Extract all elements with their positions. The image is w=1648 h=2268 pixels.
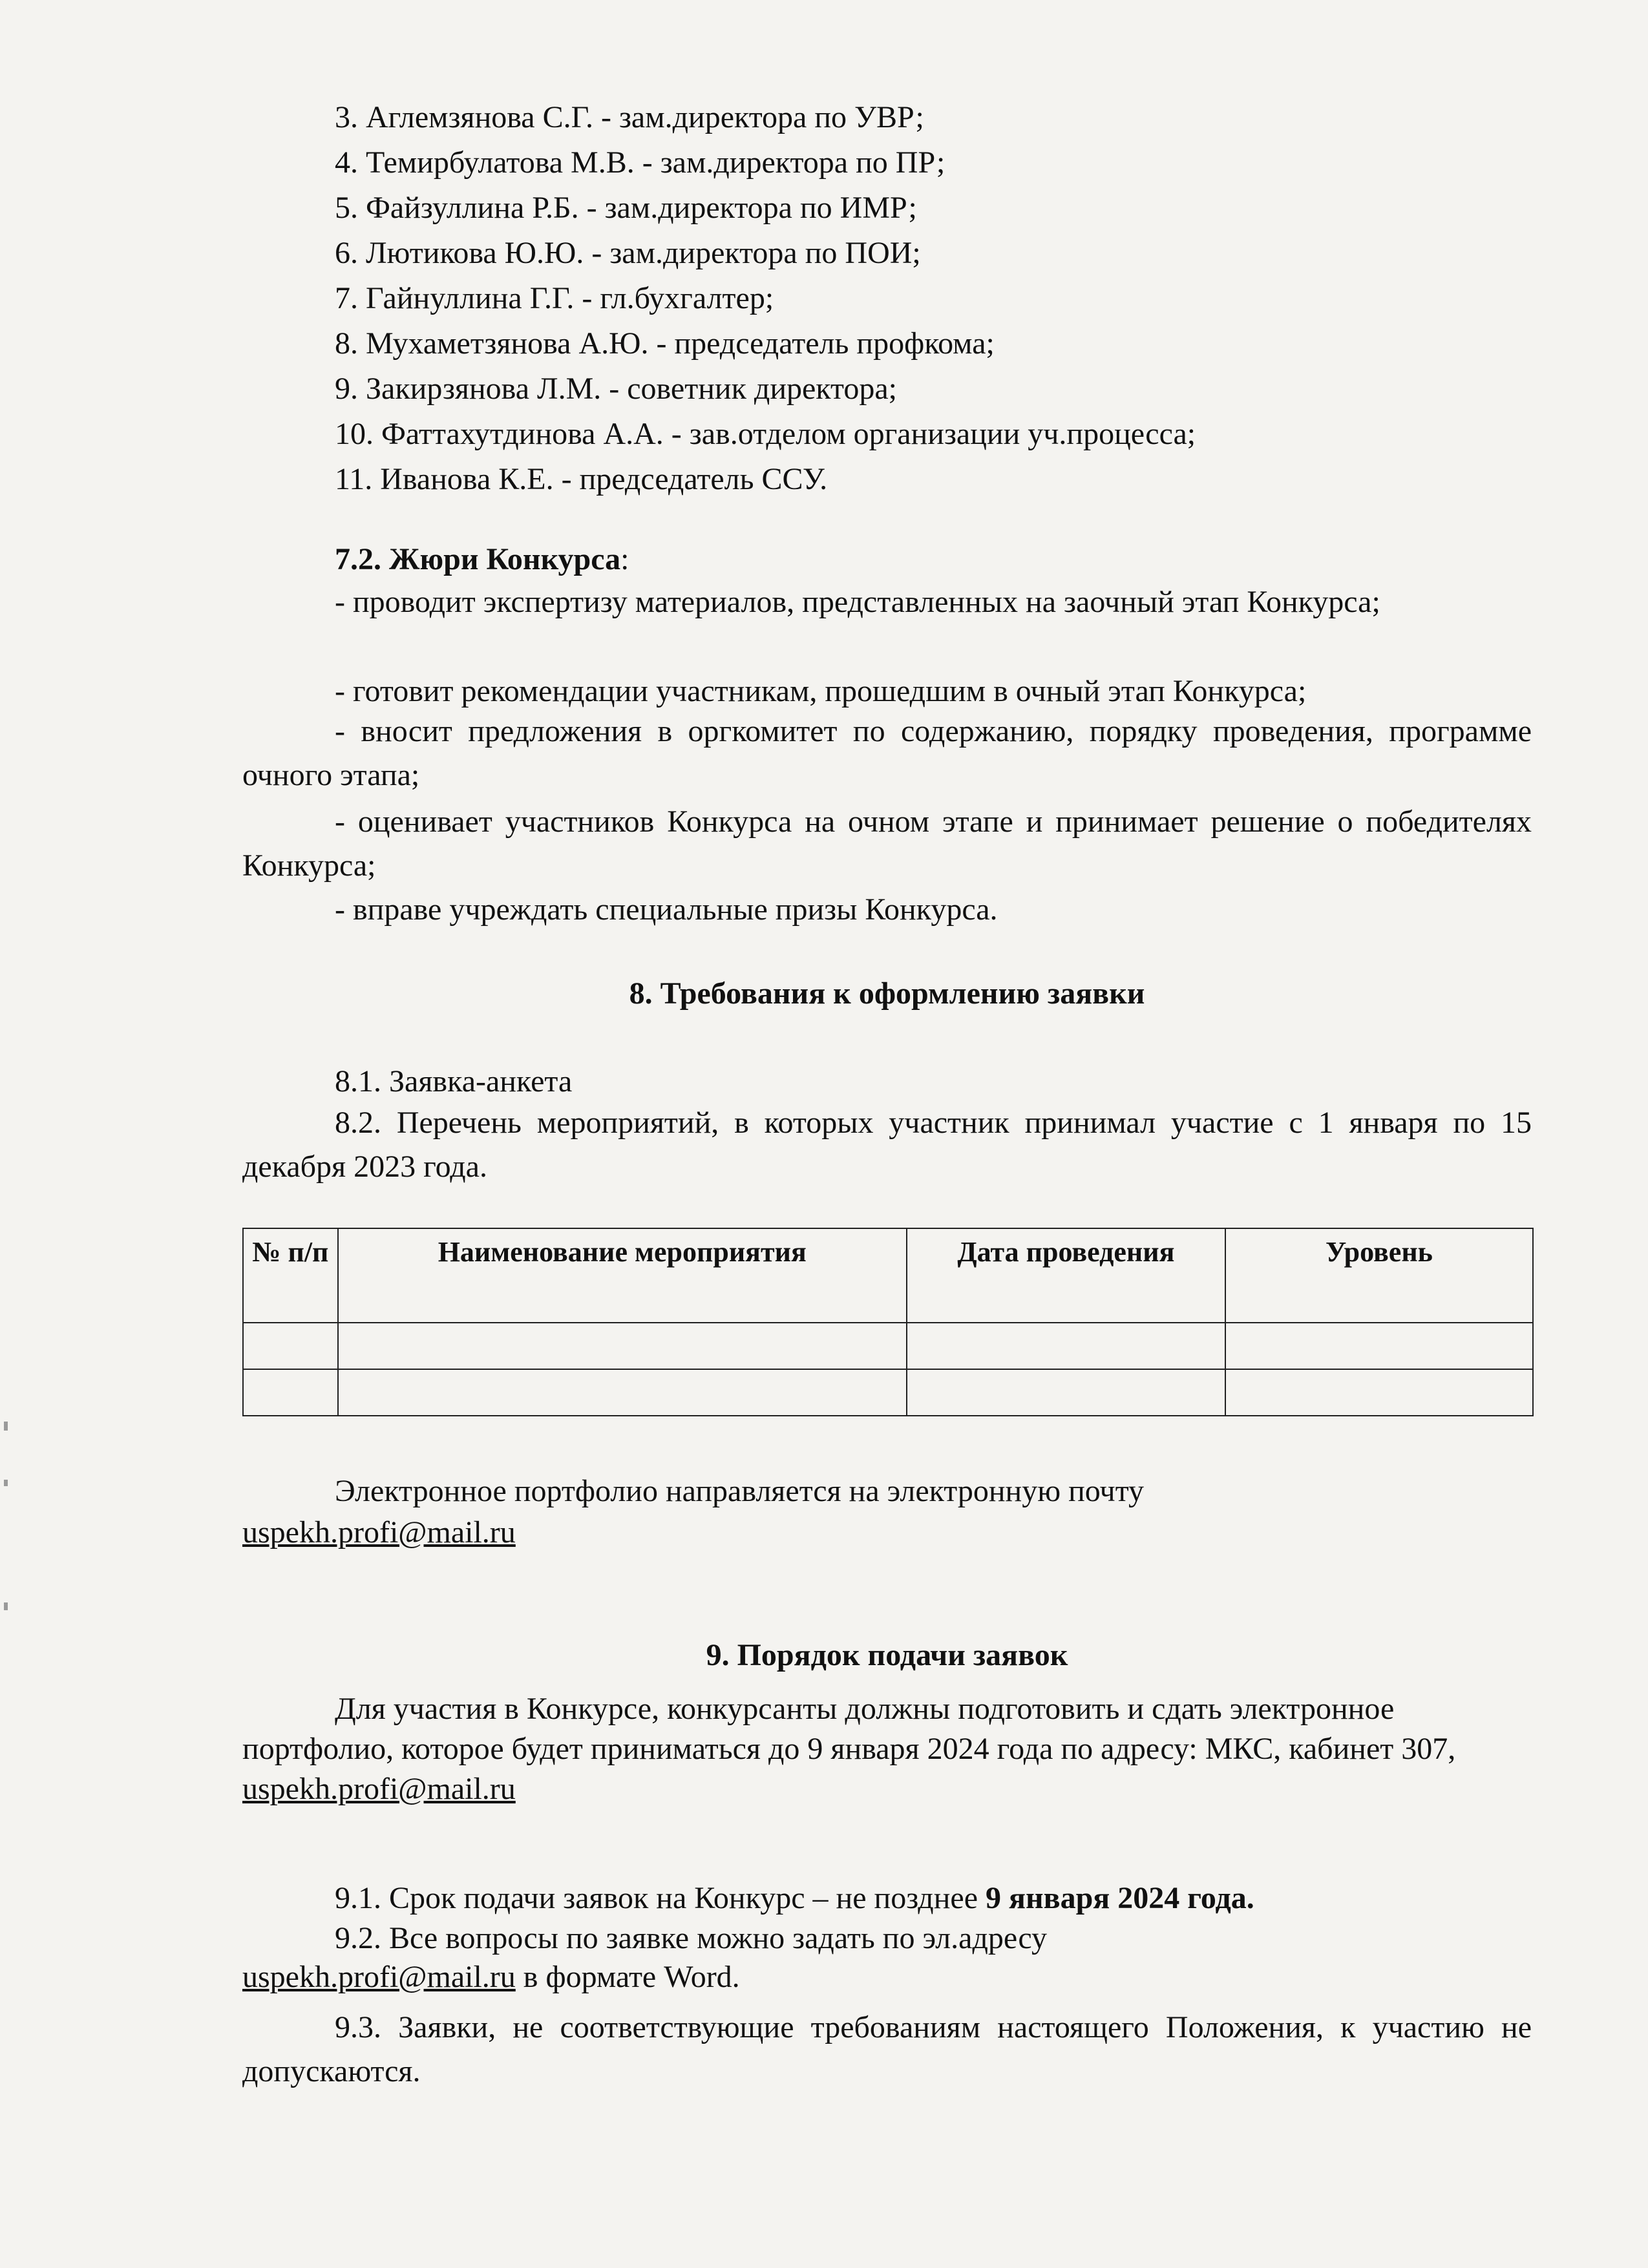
jury-duty: - готовит рекомендации участникам, прошедшим в очный этап Конкурса; — [335, 674, 1307, 708]
table-cell — [243, 1323, 338, 1369]
section8-heading: 8. Требования к оформлению заявки — [629, 976, 1145, 1011]
section9-item2-line2 — [242, 1958, 740, 1997]
committee-member: 6. Лютикова Ю.Ю. - зам.директора по ПОИ; — [335, 236, 921, 270]
section9-item2: 9.2. Все вопросы по заявке можно задать по эл.адресу — [335, 1921, 1048, 1955]
committee-member: 9. Закирзянова Л.М. - советник директора; — [335, 372, 897, 406]
committee-member: 8. Мухаметзянова А.Ю. - председатель профкома; — [335, 326, 995, 361]
committee-member: 7. Гайнуллина Г.Г. - гл.бухгалтер; — [335, 281, 774, 315]
col-level-header: Уровень — [1225, 1228, 1533, 1323]
col-number-header: № п/п — [243, 1228, 338, 1323]
committee-member: 3. Аглемзянова С.Г. - зам.директора по УВР; — [335, 100, 924, 134]
col-event-name-header: Наименование мероприятия — [338, 1228, 907, 1323]
jury-heading — [335, 540, 629, 579]
section9-item2-suffix: в формате Word. — [523, 1960, 740, 1994]
section9-item1 — [335, 1879, 1254, 1918]
jury-duty: - вносит предложения в оргкомитет по содержанию, порядку проведения, программе очного этапа; — [242, 714, 1532, 792]
committee-member: 4. Темирбулатова М.В. - зам.директора по ПР; — [335, 145, 945, 180]
table-row — [243, 1369, 1533, 1416]
section9-item2-email-link[interactable]: uspekh.profi@mail.ru — [242, 1960, 516, 1994]
section9-item1-text: 9.1. Срок подачи заявок на Конкурс – не позднее — [335, 1881, 978, 1915]
col-date-header: Дата проведения — [907, 1228, 1225, 1323]
jury-heading-text: 7.2. Жюри Конкурса — [335, 542, 621, 576]
section9-heading: 9. Порядок подачи заявок — [706, 1638, 1068, 1672]
table-cell — [243, 1369, 338, 1416]
jury-duty: - проводит экспертизу материалов, представленных на заочный этап Конкурса; — [335, 585, 1380, 619]
table-cell — [1225, 1369, 1533, 1416]
portfolio-text: Электронное портфолио направляется на электронную почту — [335, 1474, 1145, 1508]
table-cell — [907, 1323, 1225, 1369]
scan-mark — [4, 1422, 8, 1431]
scan-mark — [4, 1480, 8, 1486]
section8-item1: 8.1. Заявка-анкета — [335, 1064, 573, 1098]
section9-item3: 9.3. Заявки, не соответствующие требованиям настоящего Положения, к участию не допускаются. — [242, 2010, 1532, 2088]
section9-intro-email-link[interactable]: uspekh.profi@mail.ru — [242, 1772, 516, 1806]
jury-duty: - оценивает участников Конкурса на очном этапе и принимает решение о победителях Конкурса; — [242, 804, 1532, 883]
portfolio-email-link[interactable]: uspekh.profi@mail.ru — [242, 1515, 516, 1549]
committee-member: 5. Файзуллина Р.Б. - зам.директора по ИМР; — [335, 191, 917, 225]
jury-heading-colon: : — [620, 542, 629, 576]
table-cell — [1225, 1323, 1533, 1369]
table-cell — [338, 1323, 907, 1369]
committee-member: 10. Фаттахутдинова А.А. - зав.отделом организации уч.процесса; — [335, 417, 1196, 451]
scan-mark — [4, 1602, 8, 1610]
events-table — [242, 1228, 1534, 1416]
committee-member: 11. Иванова К.Е. - председатель ССУ. — [335, 462, 828, 496]
section8-item2: 8.2. Перечень мероприятий, в которых участник принимал участие с 1 января по 15 декабря 2023 года. — [242, 1106, 1532, 1184]
jury-duty: - вправе учреждать специальные призы Конкурса. — [335, 892, 998, 927]
table-cell — [338, 1369, 907, 1416]
section9-intro — [242, 1689, 1532, 1809]
section9-intro-text: Для участия в Конкурсе, конкурсанты должны подготовить и сдать электронное портфолио, которое будет приниматься до 9 января 2024 года по адресу: МКС, кабинет 307, — [242, 1692, 1456, 1766]
table-cell — [907, 1369, 1225, 1416]
table-row — [243, 1323, 1533, 1369]
table-header-row — [243, 1228, 1533, 1323]
section9-deadline: 9 января 2024 года. — [986, 1881, 1254, 1915]
